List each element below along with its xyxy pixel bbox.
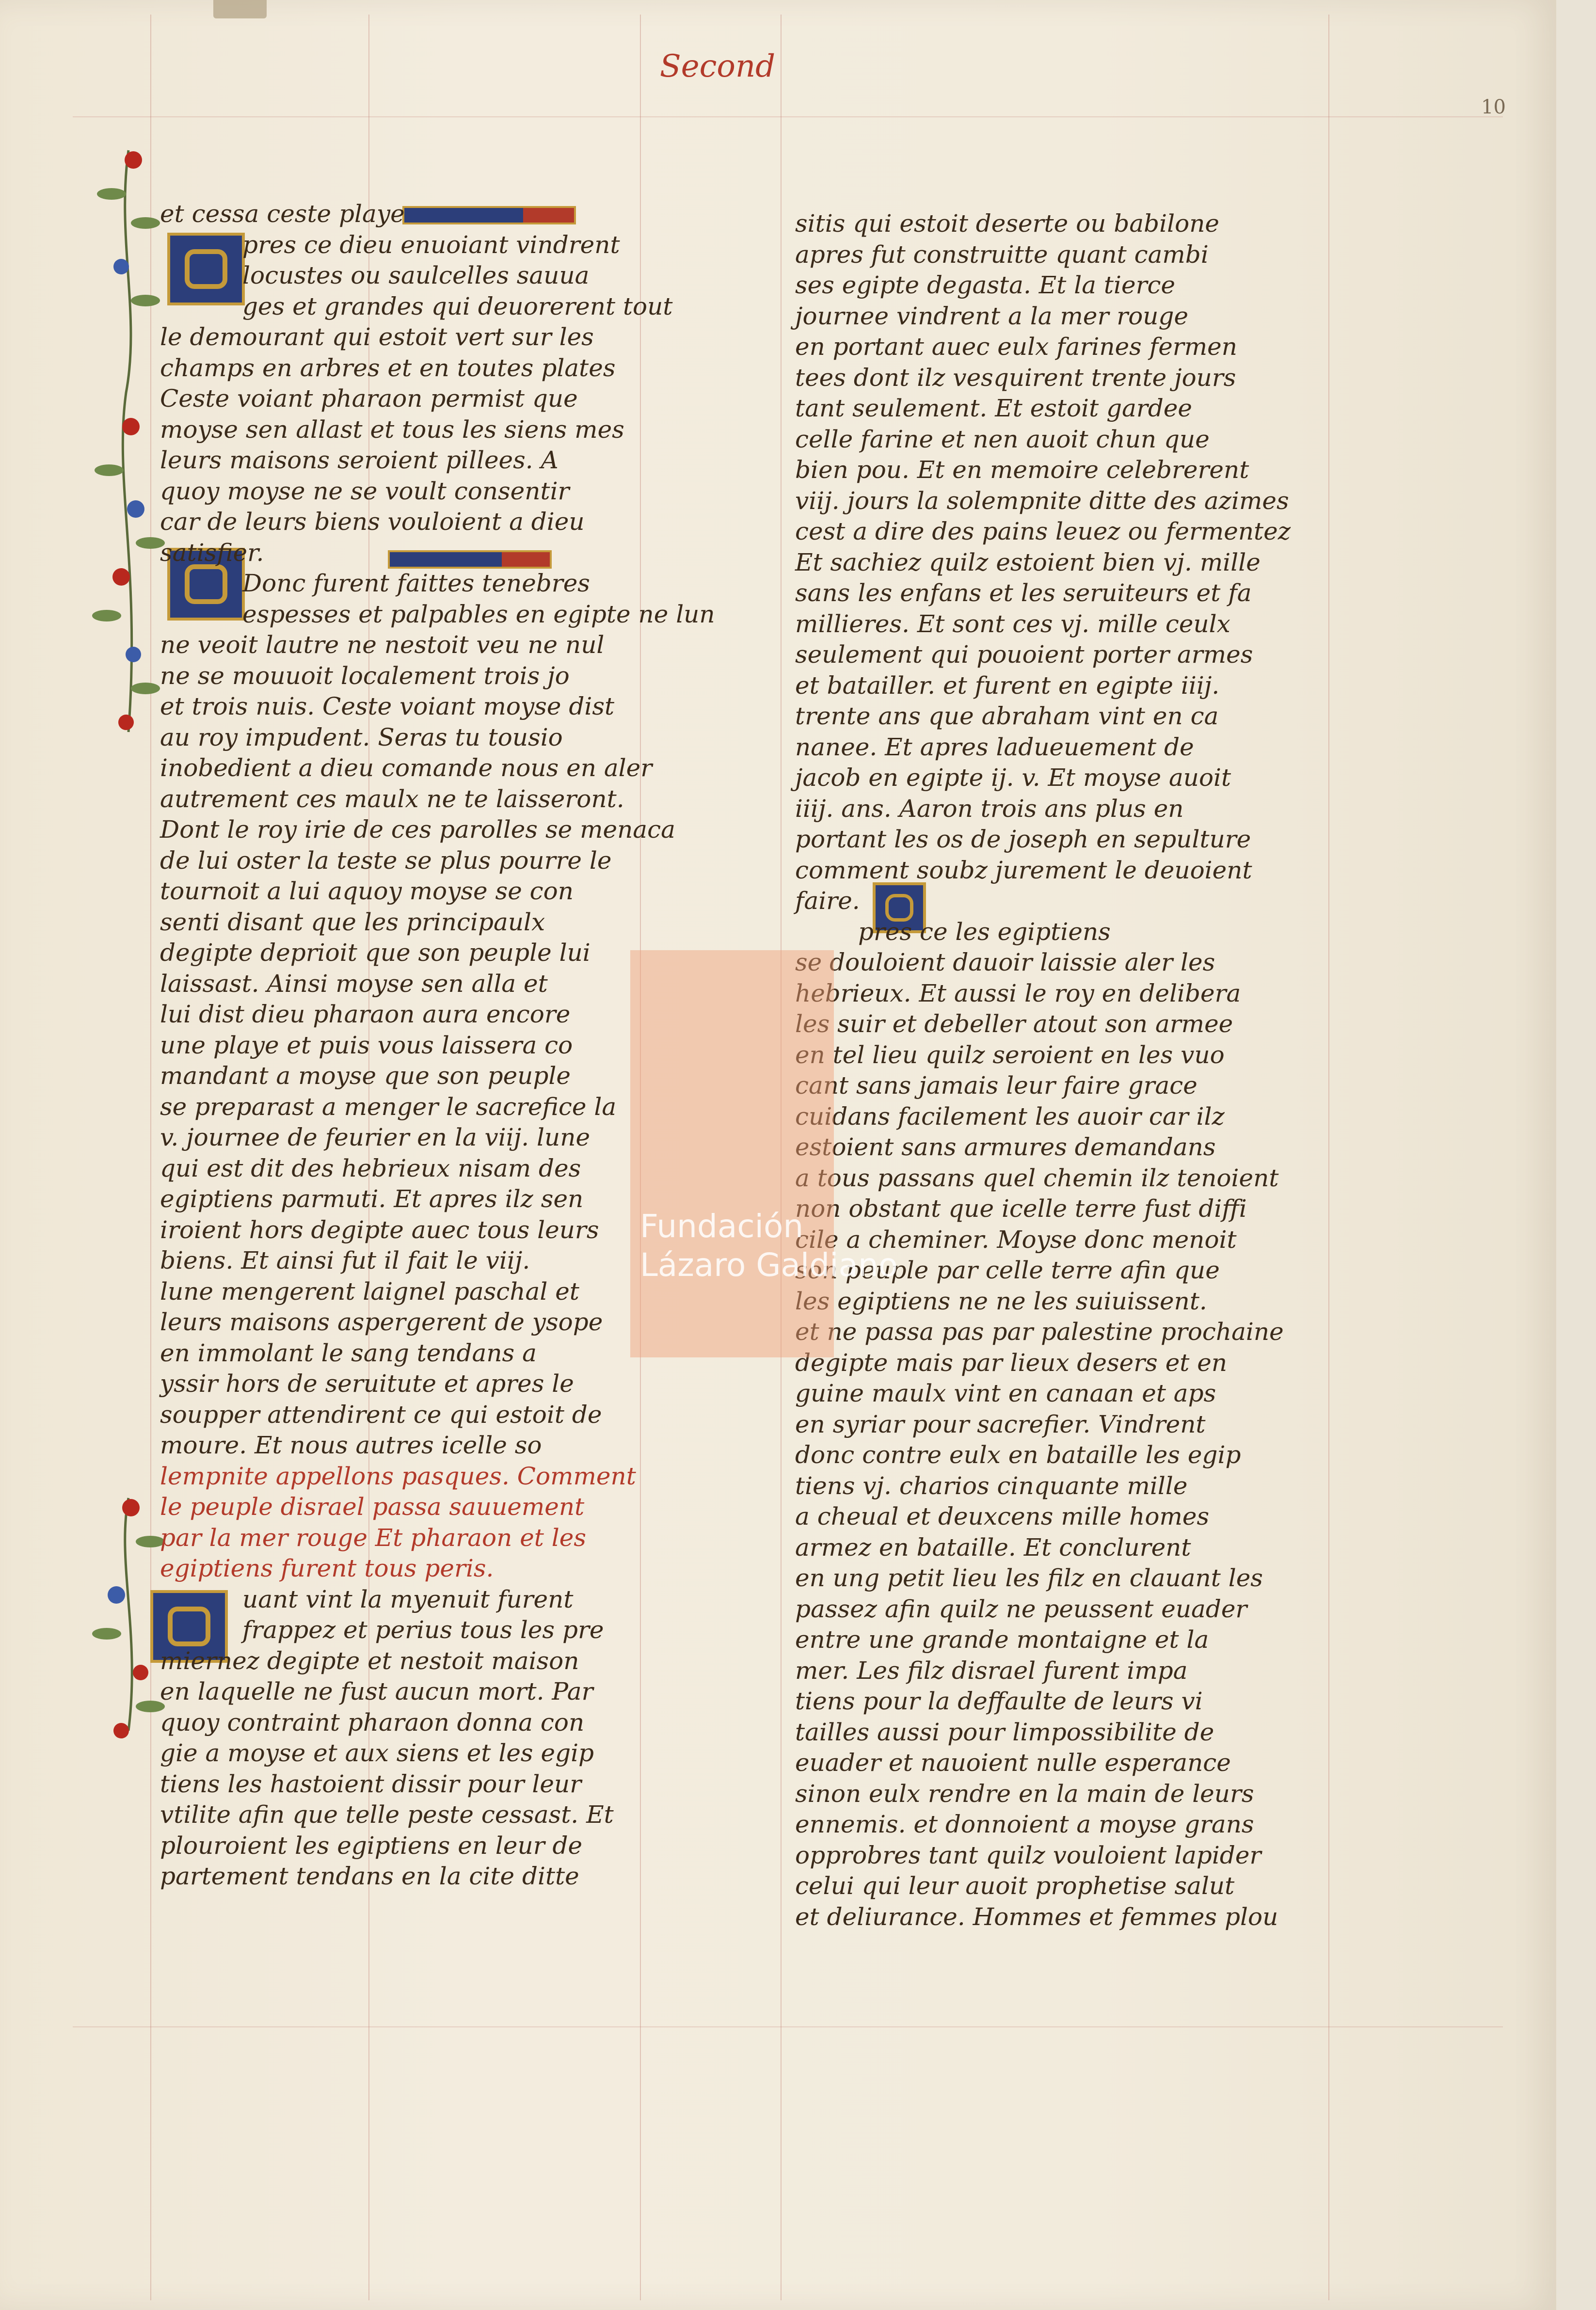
text-line: ges et grandes qui deuorerent tout [242, 292, 673, 320]
watermark-text: Fundación [640, 1208, 804, 1245]
text-line: par la mer rouge Et pharaon et les [160, 1523, 587, 1552]
flower [125, 151, 142, 169]
text-line: quoy moyse ne se voult consentir [160, 477, 570, 505]
text-line: pres ce les egiptiens [858, 917, 1111, 946]
text-line: ne se mouuoit localement trois jo [160, 661, 570, 690]
text-line: leurs maisons seroient pillees. A [160, 446, 559, 474]
text-line: non obstant que icelle terre fust diffi [795, 1195, 1247, 1223]
text-line: sans les enfans et les seruiteurs et fa [795, 579, 1252, 607]
text-line: autrement ces maulx ne te laisseront. [160, 784, 624, 813]
left-text-column [160, 199, 715, 1892]
text-line: viij. jours la solempnite ditte des azimes [795, 486, 1289, 515]
ruling-line [73, 2026, 1503, 2027]
floral-border [87, 1488, 170, 1740]
text-line: vtilite afin que telle peste cessast. Et [160, 1800, 614, 1829]
text-line: journee vindrent a la mer rouge [795, 302, 1189, 330]
text-line: en immolant le sang tendans a [160, 1338, 537, 1367]
text-line: degipte deprioit que son peuple lui [160, 939, 591, 967]
text-line: biens. Et ainsi fut il fait le viij. [160, 1246, 530, 1274]
text-line: miernez degipte et nestoit maison [160, 1646, 579, 1675]
text-line: Dont le roy irie de ces parolles se menaca [160, 815, 675, 844]
ruling-line [1328, 15, 1329, 2300]
text-line: le demourant qui estoit vert sur les [160, 323, 594, 351]
text-line: qui est dit des hebrieux nisam des [160, 1154, 581, 1182]
text-line: estoient sans armures demandans [795, 1133, 1216, 1161]
text-line: egiptiens furent tous peris. [160, 1554, 494, 1582]
text-line: pres ce dieu enuoiant vindrent [242, 230, 620, 259]
text-line: faire. [795, 887, 860, 915]
text-line: de lui oster la teste se plus pourre le [160, 846, 612, 875]
text-line: bien pou. Et en memoire celebrerent [795, 456, 1249, 484]
text-line: les egiptiens ne ne les suiuissent. [795, 1287, 1207, 1315]
running-head: Second [659, 48, 776, 84]
text-line: en tel lieu quilz seroient en les vuo [795, 1040, 1225, 1069]
floral-border [87, 141, 170, 742]
text-line: cile a cheminer. Moyse donc menoit [795, 1225, 1237, 1254]
text-line: champs en arbres et en toutes plates [160, 353, 616, 382]
text-line: locustes ou saulcelles sauua [242, 261, 590, 289]
text-line: en syriar pour sacrefier. Vindrent [795, 1410, 1206, 1438]
text-line: espesses et palpables en egipte ne lun [242, 600, 715, 628]
text-line: celui qui leur auoit prophetise salut [795, 1872, 1235, 1900]
text-line: en ung petit lieu les filz en clauant les [795, 1564, 1263, 1592]
text-line: millieres. Et sont ces vj. mille ceulx [795, 609, 1230, 638]
text-line: se preparast a menger le sacrefice la [160, 1092, 617, 1121]
text-line: a tous passans quel chemin ilz tenoient [795, 1163, 1279, 1192]
text-line: iiij. ans. Aaron trois ans plus en [795, 794, 1184, 823]
text-line: une playe et puis vous laissera co [160, 1031, 573, 1059]
text-line: ses egipte degasta. Et la tierce [795, 271, 1176, 299]
text-line: euader et nauoient nulle esperance [795, 1749, 1231, 1777]
text-line: tiens pour la deffaulte de leurs vi [795, 1687, 1203, 1715]
text-line: tiens vj. charios cinquante mille [795, 1471, 1188, 1500]
text-line: sinon eulx rendre en la main de leurs [795, 1779, 1254, 1808]
text-line: les suir et debeller atout son armee [795, 1010, 1233, 1038]
text-line: tees dont ilz vesquirent trente jours [795, 363, 1236, 392]
text-line: partement tendans en la cite ditte [160, 1862, 579, 1890]
text-line: en laquelle ne fust aucun mort. Par [160, 1677, 593, 1705]
text-line: tournoit a lui aquoy moyse se con [160, 877, 574, 905]
text-line: opprobres tant quilz vouloient lapider [795, 1841, 1261, 1869]
text-line: au roy impudent. Seras tu tousio [160, 723, 563, 751]
text-line: yssir hors de seruitute et apres le [160, 1370, 574, 1398]
text-line: trente ans que abraham vint en ca [795, 702, 1219, 730]
text-line: armez en bataille. Et conclurent [795, 1533, 1191, 1561]
text-line: sitis qui estoit deserte ou babilone [795, 209, 1220, 238]
text-line: se douloient dauoir laissie aler les [795, 948, 1215, 976]
text-line: entre une grande montaigne et la [795, 1625, 1209, 1654]
watermark-text: Lázaro Galdiano [640, 1246, 898, 1284]
text-line: et trois nuis. Ceste voiant moyse dist [160, 692, 615, 720]
text-line: Et sachiez quilz estoient bien vj. mille [795, 548, 1261, 576]
text-line: gie a moyse et aux siens et les egip [160, 1739, 594, 1767]
text-line: mandant a moyse que son peuple [160, 1062, 571, 1090]
text-line: v. journee de feurier en la viij. lune [160, 1123, 591, 1151]
text-line: apres fut construitte quant cambi [795, 240, 1209, 269]
text-line: donc contre eulx en bataille les egip [795, 1441, 1241, 1469]
text-line: et deliurance. Hommes et femmes plou [795, 1902, 1278, 1931]
text-line: et cessa ceste playe [160, 200, 405, 228]
text-line: inobedient a dieu comande nous en aler [160, 754, 653, 782]
text-line: ennemis. et donnoient a moyse grans [795, 1810, 1254, 1838]
text-line: hebrieux. Et aussi le roy en delibera [795, 979, 1241, 1007]
text-line: jacob en egipte ij. v. Et moyse auoit [795, 764, 1231, 792]
text-line: le peuple disrael passa sauuement [160, 1493, 585, 1521]
text-line: nanee. Et apres ladueuement de [795, 733, 1194, 761]
text-line: egiptiens parmuti. Et apres ilz sen [160, 1185, 584, 1213]
text-line: Ceste voiant pharaon permist que [160, 384, 578, 413]
text-line: senti disant que les principaulx [160, 908, 545, 936]
page-tab [213, 0, 267, 18]
text-line: et batailler. et furent en egipte iiij. [795, 671, 1220, 700]
text-line: comment soubz jurement le deuoient [795, 856, 1252, 884]
text-line: tailles aussi pour limpossibilite de [795, 1718, 1214, 1746]
text-line: cuidans facilement les auoir car ilz [795, 1102, 1225, 1131]
text-line: frappez et perius tous les pre [242, 1616, 604, 1644]
text-line: portant les os de joseph en sepulture [795, 825, 1251, 853]
text-line: lui dist dieu pharaon aura encore [160, 1000, 571, 1028]
right-text-column [795, 208, 1319, 1932]
text-line: a cheual et deuxcens mille homes [795, 1502, 1210, 1530]
text-line: moure. Et nous autres icelle so [160, 1431, 542, 1459]
text-line: mer. Les filz disrael furent impa [795, 1656, 1188, 1685]
text-line: degipte mais par lieux desers et en [795, 1348, 1228, 1377]
text-line: en portant auec eulx farines fermen [795, 333, 1237, 361]
text-line: cest a dire des pains leuez ou fermentez [795, 517, 1291, 545]
text-line: son peuple par celle terre afin que [795, 1256, 1220, 1284]
text-line: uant vint la myenuit furent [242, 1585, 574, 1613]
text-line: leurs maisons aspergerent de ysope [160, 1308, 603, 1336]
text-line: celle farine et nen auoit chun que [795, 425, 1210, 453]
text-line: Donc furent faittes tenebres [242, 569, 590, 597]
text-line: tant seulement. Et estoit gardee [795, 394, 1193, 422]
text-line: moyse sen allast et tous les siens mes [160, 415, 624, 444]
text-line: guine maulx vint en canaan et aps [795, 1379, 1216, 1407]
text-line: et ne passa pas par palestine prochaine [795, 1318, 1284, 1346]
text-line: tiens les hastoient dissir pour leur [160, 1769, 582, 1798]
text-line: iroient hors degipte auec tous leurs [160, 1215, 599, 1244]
text-line: laissast. Ainsi moyse sen alla et [160, 969, 548, 998]
text-line: lune mengerent laignel paschal et [160, 1277, 579, 1306]
folio-number: 10 [1481, 96, 1506, 118]
watermark-logo [630, 950, 834, 1357]
text-line: satisfier. [160, 538, 264, 567]
text-line: seulement qui pouoient porter armes [795, 640, 1253, 669]
text-line: ne veoit lautre ne nestoit veu ne nul [160, 631, 605, 659]
text-line: passez afin quilz ne peussent euader [795, 1594, 1247, 1623]
text-line: car de leurs biens vouloient a dieu [160, 508, 585, 536]
ruling-line [73, 116, 1503, 117]
text-line: lempnite appellons pasques. Comment [160, 1462, 636, 1490]
text-line: plouroient les egiptiens en leur de [160, 1831, 583, 1860]
text-line: quoy contraint pharaon donna con [160, 1708, 585, 1736]
text-line: cant sans jamais leur faire grace [795, 1071, 1197, 1099]
text-line: soupper attendirent ce qui estoit de [160, 1400, 602, 1429]
